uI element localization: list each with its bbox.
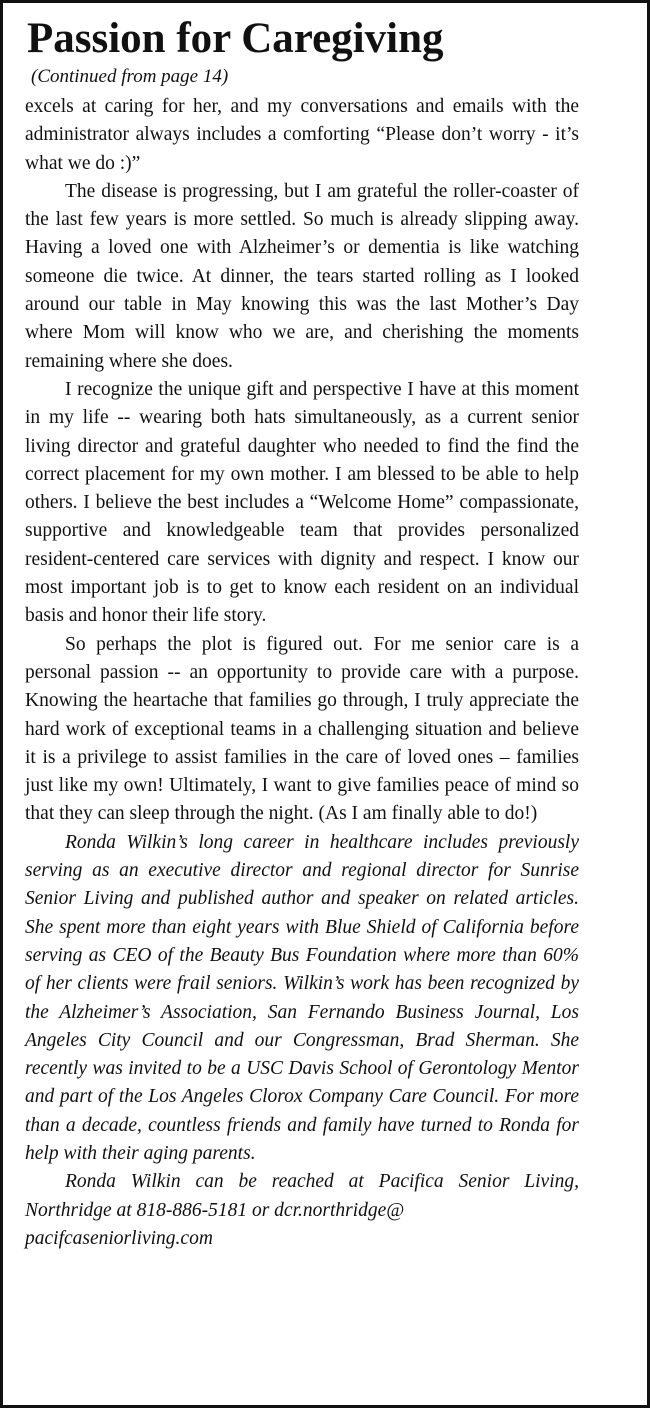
article-paragraph: I recognize the unique gift and perspective I have at this moment in my life -- wearing both hats simultaneously, as a current senior living director and grateful daughter who needed to find the find the correct placement for my own mother. I am blessed to be able to help others. I believe the best includes a “Welcome Home” compassionate, supportive and knowledgeable team that provides personalized resident-centered care services with dignity and respect. I know our most important job is to get to know each resident on an individual basis and honor their life story. bbox=[25, 378, 579, 627]
article-paragraph: So perhaps the plot is figured out. For me senior care is a personal passion -- an opportunity to provide care with a purpose. Knowing the heartache that families go through, I truly appreciate the hard work of exceptional teams in a challenging situation and believe it is a privilege to assist families in the care of loved ones – families just like my own! Ultimately, I want to give families peace of mind so that they can sleep through the night. (As I am finally able to do!) bbox=[25, 633, 579, 825]
article-paragraph: The disease is progressing, but I am grateful the roller-coaster of the last few years is more settled. So much is already slipping away. Having a loved one with Alzheimer’s or dementia is like watching someone die twice. At dinner, the tears started rolling as I looked around our table in May knowing this was the last Mother’s Day where Mom will know who we are, and cherishing the moments remaining where she does. bbox=[25, 180, 579, 372]
continued-note: (Continued from page 14) bbox=[31, 66, 229, 87]
author-bio: Ronda Wilkin’s long career in healthcare includes previously serving as an executive director and regional director for Sunrise Senior Living and published author and speaker on related articles. She spent more than eight years with Blue Shield of California before serving as CEO of the Beauty Bus Foundation where more than 60% of her clients were frail seniors. Wilkin’s work has been recognized by the Alzheimer’s Association, San Fernando Business Journal, Los Angeles City Council and our Congressman, Brad Sherman. She recently was invited to be a USC Davis School of Gerontology Mentor and part of the Los Angeles Clorox Company Care Council. For more than a decade, countless friends and family have turned to Ronda for help with their aging parents. bbox=[25, 831, 579, 1164]
contact-info: Ronda Wilkin can be reached at Pacifica Senior Living, Northridge at 818-886-5181 or dcr.northridge@ bbox=[25, 1171, 579, 1221]
article-paragraph: excels at caring for her, and my conversations and emails with the administrator always includes a comforting “Please don’t worry - it’s what we do :)” bbox=[25, 96, 579, 174]
article-body bbox=[25, 93, 579, 1253]
headline: Passion for Caregiving bbox=[27, 15, 444, 62]
contact-email-domain: pacifcaseniorliving.com bbox=[25, 1227, 213, 1249]
